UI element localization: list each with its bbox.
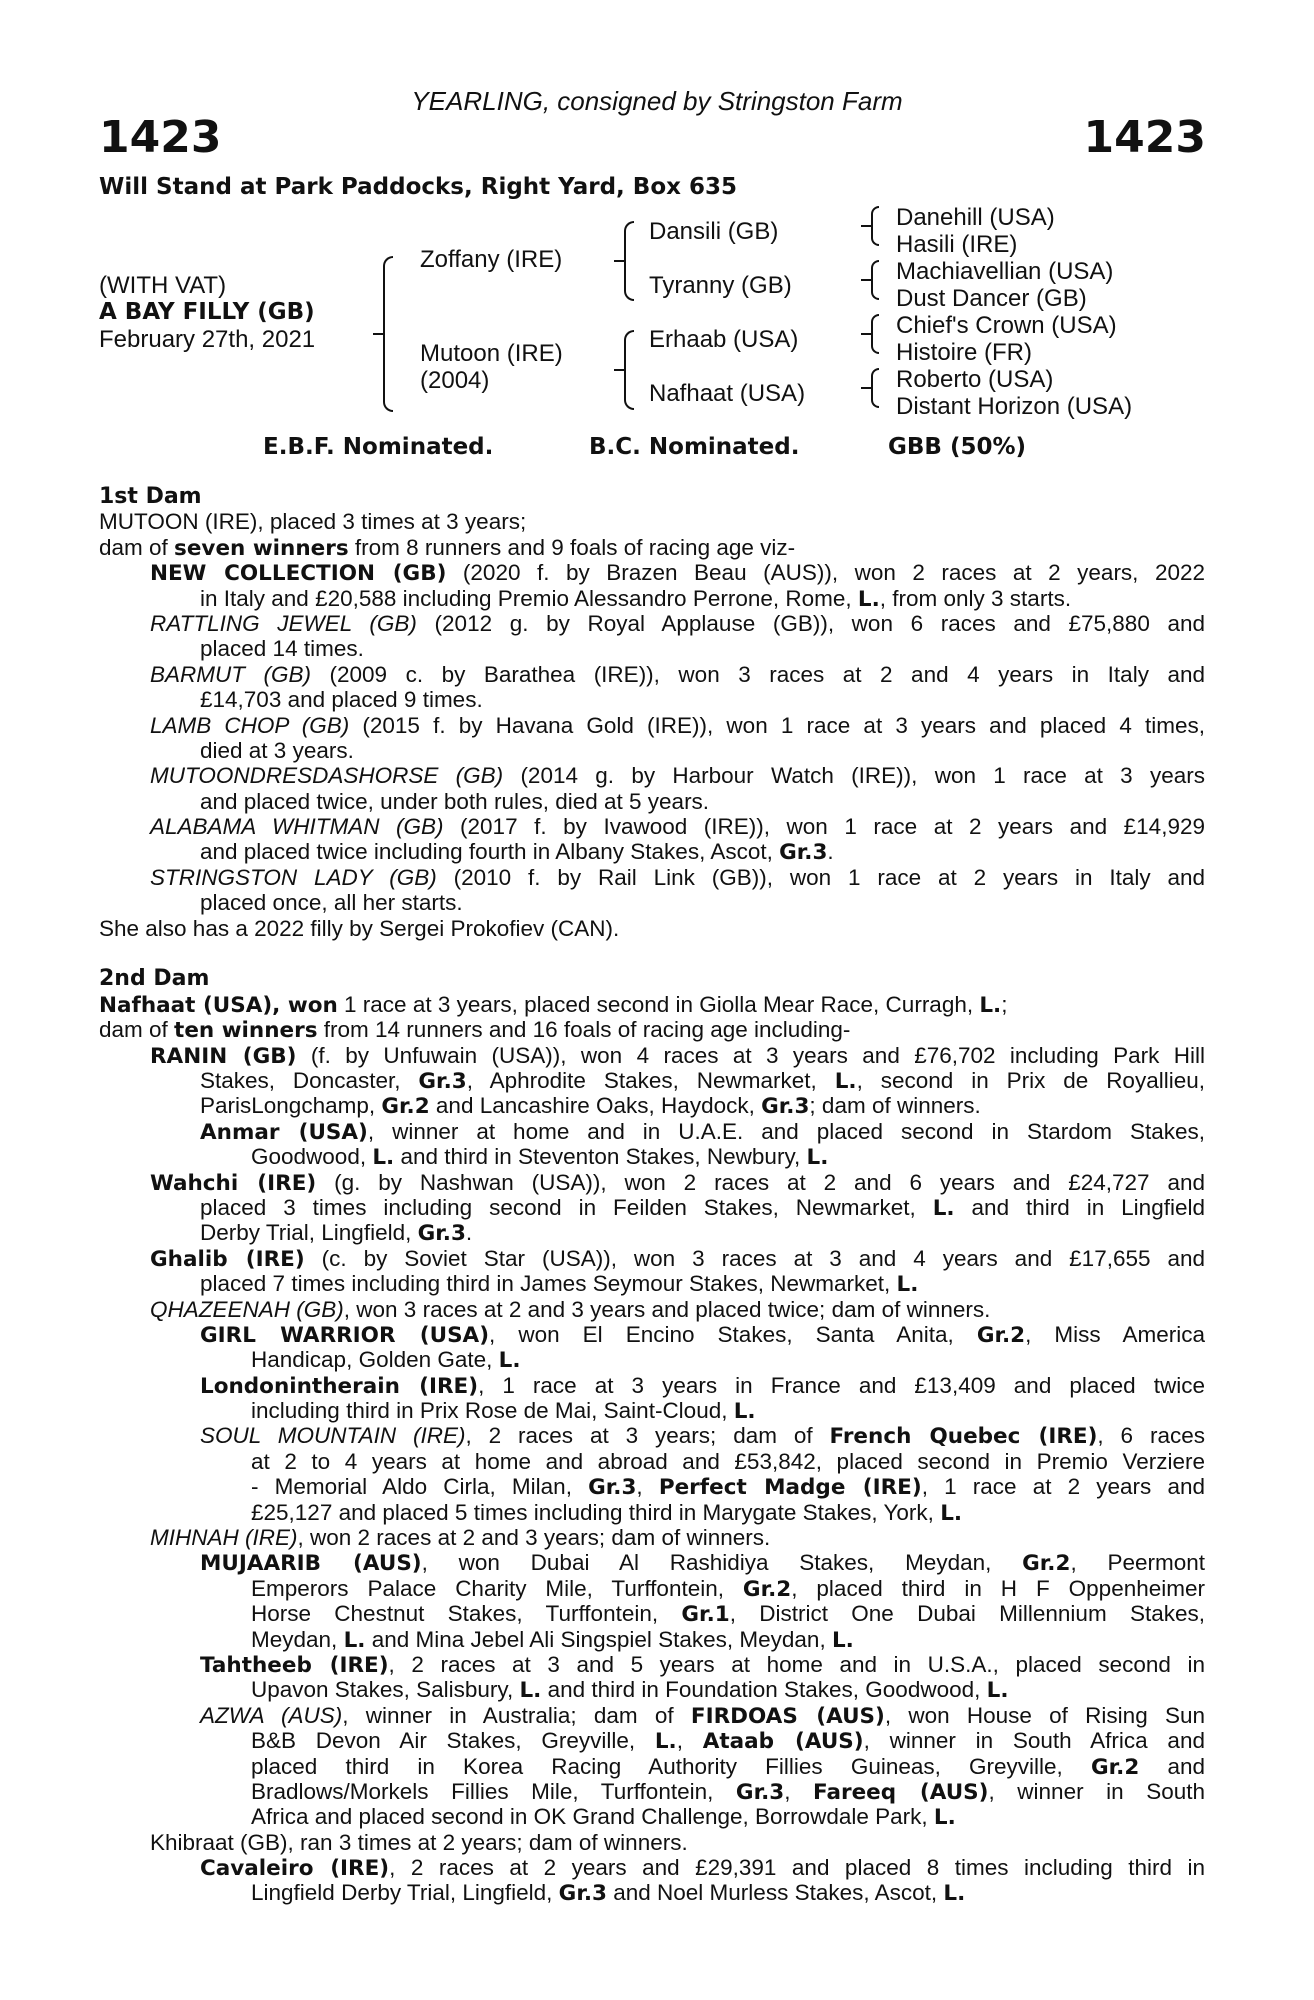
text-line [99,662,1205,687]
text-line [99,763,1205,788]
text-line [99,1830,1205,1855]
text-segment: placed 14 times. [200,636,364,662]
bold-segment: Cavaleiro (IRE) [200,1856,390,1882]
text-segment: Emperors Palace Charity Mile, Turffontein, [251,1575,743,1601]
text-segment: and Noel Murless Stakes, Ascot, [606,1880,944,1906]
text-segment: (2010 f. by Rail Link (GB)), won 1 race at 2 years in Italy and [436,864,1205,890]
text-segment: , [784,1778,814,1804]
text-segment: including third in Prix Rose de Mai, Saint-Cloud, [251,1398,734,1424]
bold-segment: L. [498,1348,521,1374]
italic-segment: BARMUT (GB) [150,661,312,687]
sire-sire: Dansili (GB) [649,218,779,245]
text-line [99,1347,1205,1372]
bold-segment: Gr.3 [761,1094,810,1120]
text-segment: and [1139,1753,1205,1779]
text-segment: placed once, all her starts. [200,890,463,916]
italic-segment: STRINGSTON LADY (GB) [150,864,437,890]
dam-name: Mutoon (IRE) [420,340,563,367]
text-segment: . [827,839,834,865]
italic-segment: LAMB CHOP (GB) [150,712,350,738]
text-line [99,1576,1205,1601]
text-segment: (f. by Unfuwain (USA)), won 4 races at 3 years and £76,702 including Park Hill [296,1042,1205,1068]
lot-number-right: 1423 [1083,112,1206,163]
text-segment: and third in Foundation Stakes, Goodwood, [541,1677,987,1703]
dam-dam: Nafhaat (USA) [649,380,806,407]
bc-nominated: B.C. Nominated. [589,434,800,460]
sire-name: Zoffany (IRE) [420,246,563,273]
bold-segment: L. [933,1805,956,1831]
italic-segment: AZWA (AUS) [200,1702,343,1728]
bold-segment: Nafhaat (USA), won [99,992,338,1018]
ancestor: Hasili (IRE) [896,231,1018,258]
text-segment: (2014 g. by Harbour Watch (IRE)), won 1 race at 3 years [503,763,1205,789]
text-segment: Derby Trial, Lingfield, [200,1220,418,1246]
brace-generation-1 [383,256,393,412]
text-segment: ; [1001,991,1008,1017]
text-line [99,1246,1205,1271]
text-line [99,839,1205,864]
brace-sire-line [624,221,634,301]
sire-dam: Tyranny (GB) [649,272,792,299]
text-segment: MUTOON (IRE), placed 3 times at 3 years; [99,509,527,535]
gbb-note: GBB (50%) [888,434,1027,460]
text-segment: , won El Encino Stakes, Santa Anita, [489,1321,977,1347]
bold-segment: MUJAARIB (AUS) [200,1551,422,1577]
text-segment: (2009 c. by Barathea (IRE)), won 3 races at 2 and 4 years in Italy and [311,661,1205,687]
italic-segment: ALABAMA WHITMAN (GB) [150,814,444,840]
bold-segment: ten winners [174,1018,318,1044]
consignment-line: YEARLING, consigned by Stringston Farm [411,86,903,116]
foaling-date: February 27th, 2021 [99,326,316,353]
text-segment: (2015 f. by Havana Gold (IRE)), won 1 race at 3 years and placed 4 times, [349,712,1205,738]
text-segment: , [636,1474,659,1500]
text-line [99,1043,1205,1068]
text-line [99,1297,1205,1322]
text-line [99,1373,1205,1398]
text-segment: dam of [99,1017,175,1043]
text-line [99,1703,1205,1728]
bold-segment: Gr.3 [779,840,828,866]
vat-note: (WITH VAT) [99,272,227,299]
bold-segment: seven winners [174,535,349,561]
dam-foaled-year: (2004) [420,367,490,394]
text-segment: and placed twice, under both rules, died at 5 years. [200,788,710,814]
text-line [99,1754,1205,1779]
bold-segment: Wahchi (IRE) [150,1170,317,1196]
ancestor: Histoire (FR) [896,339,1032,366]
text-segment: , Miss America [1025,1321,1205,1347]
text-line [99,1398,1205,1423]
text-line [99,890,1205,915]
bold-segment: RANIN (GB) [150,1043,297,1069]
text-line [99,1449,1205,1474]
bold-segment: Gr.2 [381,1094,430,1120]
text-segment: placed 7 times including third in James Seymour Stakes, Newmarket, [200,1271,897,1297]
text-segment: £14,703 and placed 9 times. [200,687,483,713]
italic-segment: SOUL MOUNTAIN (IRE) [200,1423,466,1449]
first-dam-section [99,509,1205,941]
text-segment: , 6 races [1097,1423,1205,1449]
text-segment: , 2 races at 2 years and £29,391 and placed 8 times including third in [389,1855,1205,1881]
text-segment: , winner in Australia; dam of [342,1702,691,1728]
text-segment: , won House of Rising Sun [884,1702,1205,1728]
text-segment: Bradlows/Morkels Fillies Mile, Turffontein, [251,1778,736,1804]
text-segment: , Aphrodite Stakes, Newmarket, [466,1067,835,1093]
text-line [99,560,1205,585]
text-segment: and Mina Jebel Ali Singspiel Stakes, Meydan, [365,1626,832,1652]
text-line [99,1804,1205,1829]
text-line [99,535,1205,560]
text-segment: and placed twice including fourth in Albany Stakes, Ascot, [200,839,780,865]
text-segment: , placed third in H F Oppenheimer [791,1575,1205,1601]
text-segment: and third in Lingfield [954,1194,1205,1220]
bold-segment: GIRL WARRIOR (USA) [200,1322,490,1348]
text-segment: Africa and placed second in OK Grand Challenge, Borrowdale Park, [251,1804,934,1830]
bold-segment: Gr.2 [976,1322,1026,1348]
text-line [99,636,1205,661]
italic-segment: QHAZEENAH (GB) [150,1296,344,1322]
text-line [99,1144,1205,1169]
bold-segment: L. [519,1678,542,1704]
text-line [99,865,1205,890]
bold-segment: Fareeq (AUS) [813,1779,989,1805]
text-line [99,1423,1205,1448]
stand-location: Will Stand at Park Paddocks, Right Yard, Box 635 [99,174,737,200]
section-spacer [99,941,1205,966]
pedigree-notes [99,484,1205,1906]
text-segment: , 1 race at 3 years in France and £13,409 and placed twice [478,1372,1205,1398]
bold-segment: L. [943,1881,966,1907]
text-line [99,1677,1205,1702]
ancestor: Dust Dancer (GB) [896,285,1087,312]
text-segment: placed third in Korea Racing Authority Fillies Guineas, Greyville, [251,1753,1091,1779]
text-segment: Goodwood, [251,1144,373,1170]
text-segment: dam of [99,534,175,560]
text-segment: Horse Chestnut Stakes, Turffontein, [251,1601,682,1627]
text-line [99,1195,1205,1220]
text-segment: , 2 races at 3 and 5 years at home and in U.S.A., placed second in [388,1651,1205,1677]
bold-segment: Gr.2 [1090,1754,1140,1780]
text-segment: ParisLongchamp, [200,1093,382,1119]
brace-ancestors-3 [871,314,879,354]
ancestor: Machiavellian (USA) [896,258,1114,285]
bold-segment: Gr.3 [558,1881,607,1907]
text-segment: , winner at home and in U.A.E. and placed second in Stardom Stakes, [367,1118,1205,1144]
text-line [99,1855,1205,1880]
text-segment: , winner in South Africa and [863,1728,1205,1754]
text-line [99,1728,1205,1753]
dam-sire: Erhaab (USA) [649,326,799,353]
brace-ancestors-2 [871,260,879,300]
ebf-nominated: E.B.F. Nominated. [263,434,494,460]
text-line [99,509,1205,534]
text-segment: , winner in South [988,1778,1205,1804]
text-segment: Stakes, Doncaster, [200,1067,419,1093]
text-segment: (2012 g. by Royal Applause (GB)), won 6 races and £75,880 and [416,610,1205,636]
brace-ancestors-1 [871,206,879,246]
text-line [99,1550,1205,1575]
bold-segment: Gr.2 [742,1576,792,1602]
bold-segment: Gr.2 [1022,1551,1071,1577]
bold-segment: French Quebec (IRE) [829,1424,1098,1450]
text-segment: £25,127 and placed 5 times including third in Marygate Stakes, York, [251,1499,941,1525]
text-segment: (c. by Soviet Star (USA)), won 3 races at 3 and 4 years and £17,655 and [304,1245,1205,1271]
text-line [99,586,1205,611]
bold-segment: L. [834,1068,857,1094]
text-line [99,1220,1205,1245]
first-dam-heading: 1st Dam [99,484,202,509]
brace-ancestors-4 [871,368,879,408]
text-segment: (g. by Nashwan (USA)), won 2 races at 2 and 6 years and £24,727 and [316,1169,1205,1195]
second-dam-heading: 2nd Dam [99,966,210,992]
text-segment: Meydan, [251,1626,344,1652]
text-segment: Handicap, Golden Gate, [251,1347,499,1373]
text-segment: She also has a 2022 filly by Sergei Prokofiev (CAN). [99,915,620,941]
text-segment: , second in Prix de Royallieu, [856,1067,1205,1093]
text-line [99,1779,1205,1804]
text-segment: Khibraat (GB), ran 3 times at 2 years; dam of winners. [150,1829,688,1855]
text-segment: placed 3 times including second in Feilden Stakes, Newmarket, [200,1194,933,1220]
italic-segment: RATTLING JEWEL (GB) [150,610,417,636]
text-segment: , Peermont [1070,1550,1205,1576]
ancestor: Chief's Crown (USA) [896,312,1117,339]
bold-segment: Perfect Madge (IRE) [658,1475,922,1501]
text-segment: , from only 3 starts. [879,585,1072,611]
lot-number-left: 1423 [99,112,222,163]
bold-segment: L. [896,1272,919,1298]
text-segment: , 1 race at 2 years and [921,1474,1205,1500]
text-line [99,1093,1205,1118]
text-line [99,1170,1205,1195]
horse-name: A BAY FILLY (GB) [99,299,315,325]
text-line [99,916,1205,941]
text-segment: and Lancashire Oaks, Haydock, [429,1093,762,1119]
text-line [99,1271,1205,1296]
text-line [99,1500,1205,1525]
text-line [99,1068,1205,1093]
bold-segment: Londonintherain (IRE) [200,1373,479,1399]
bold-segment: L. [986,1678,1009,1704]
bold-segment: L. [979,992,1002,1018]
text-line [99,1652,1205,1677]
brace-dam-line [624,330,634,410]
text-segment: , District One Dubai Millennium Stakes, [729,1601,1206,1627]
bold-segment: L. [372,1145,395,1171]
text-segment: , 2 races at 3 years; dam of [465,1423,830,1449]
text-segment: in Italy and £20,588 including Premio Alessandro Perrone, Rome, [200,585,858,611]
text-line [99,713,1205,738]
bold-segment: L. [932,1195,955,1221]
italic-segment: MIHNAH (IRE) [150,1525,298,1551]
bold-segment: Gr.3 [588,1475,637,1501]
text-line [99,738,1205,763]
text-segment: and third in Steventon Stakes, Newbury, [394,1144,807,1170]
bold-segment: Gr.3 [735,1779,785,1805]
bold-segment: Anmar (USA) [200,1119,368,1145]
bold-segment: L. [343,1627,366,1653]
bold-segment: Gr.3 [418,1068,467,1094]
bold-segment: Ataab (AUS) [702,1729,864,1755]
text-line [99,1322,1205,1347]
text-segment: from 14 runners and 16 foals of racing age including- [317,1017,851,1043]
text-segment: (2020 f. by Brazen Beau (AUS)), won 2 races at 2 years, 2022 [446,560,1205,586]
bold-segment: L. [806,1145,829,1171]
text-segment: , won 3 races at 2 and 3 years and placed twice; dam of winners. [343,1296,991,1322]
text-segment: Upavon Stakes, Salisbury, [251,1677,520,1703]
text-line [99,992,1205,1017]
text-segment: died at 3 years. [200,737,354,763]
bold-segment: L. [831,1627,854,1653]
text-line [99,789,1205,814]
text-line [99,1119,1205,1144]
bold-segment: Gr.3 [417,1221,466,1247]
ancestor: Distant Horizon (USA) [896,393,1133,420]
text-segment: at 2 to 4 years at home and abroad and £53,842, placed second in Premio Verziere [251,1448,1205,1474]
ancestor: Danehill (USA) [896,204,1055,231]
text-segment: from 8 runners and 9 foals of racing age viz- [348,534,796,560]
bold-segment: L. [654,1729,677,1755]
bold-segment: Tahtheeb (IRE) [200,1652,389,1678]
second-dam-section [99,992,1205,1906]
text-line [99,687,1205,712]
text-line [99,1627,1205,1652]
text-line [99,1601,1205,1626]
bold-segment: L. [733,1399,756,1425]
text-segment: B&B Devon Air Stakes, Greyville, [251,1728,655,1754]
text-line [99,1017,1205,1042]
text-segment: (2017 f. by Ivawood (IRE)), won 1 race at 2 years and £14,929 [443,814,1205,840]
italic-segment: MUTOONDRESDASHORSE (GB) [150,763,504,789]
text-segment: , [676,1728,703,1754]
text-segment: ; dam of winners. [809,1093,981,1119]
ancestor: Roberto (USA) [896,366,1054,393]
bold-segment: Gr.1 [681,1602,730,1628]
text-segment: . [465,1220,473,1246]
bold-segment: L. [857,586,880,612]
text-segment: Lingfield Derby Trial, Lingfield, [251,1880,559,1906]
text-line [99,814,1205,839]
text-segment: , won Dubai Al Rashidiya Stakes, Meydan, [421,1550,1023,1576]
text-segment: 1 race at 3 years, placed second in Giolla Mear Race, Curragh, [337,991,980,1017]
text-segment: , won 2 races at 2 and 3 years; dam of winners. [297,1525,771,1551]
bold-segment: L. [940,1500,963,1526]
text-line [99,1474,1205,1499]
text-segment: - Memorial Aldo Cirla, Milan, [251,1474,589,1500]
bold-segment: FIRDOAS (AUS) [690,1703,885,1729]
bold-segment: NEW COLLECTION (GB) [150,561,447,587]
text-line [99,1525,1205,1550]
bold-segment: Ghalib (IRE) [150,1246,305,1272]
text-line [99,611,1205,636]
text-line [99,1880,1205,1905]
